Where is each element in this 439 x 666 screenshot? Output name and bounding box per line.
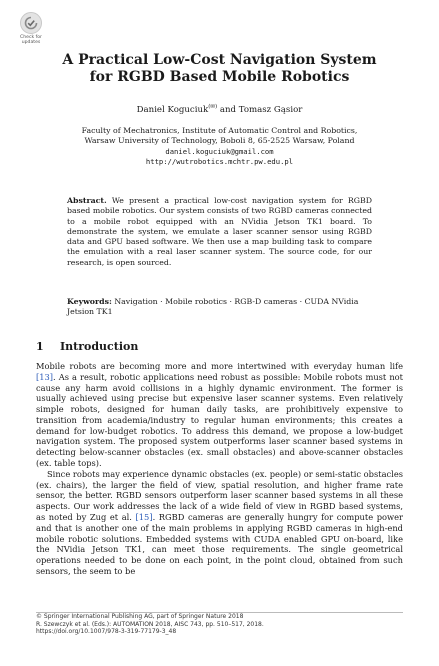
citation-link[interactable]: [13] [36,371,54,382]
abstract-text: We present a practical low-cost navigation system for RGBD based mobile robotics. Our system consists of two RGBD cameras connected to a mobile robot equipped with an NVidia Jetson TK1 board. To demonstrate the system, we emulate a laser scanner sensor using RGBD data and GPU based software. We then use a map building task to compare the emulation with a real laser scanner system. The source code, for our research, is open sourced. [67,196,372,267]
paragraph-text: Mobile robots are becoming more and more intertwined with everyday human life [36,361,403,371]
affiliation-line: Warsaw University of Technology, Boboli 8, 65-2525 Warsaw, Poland [84,136,355,146]
website-link[interactable]: http://wutrobotics.mchtr.pw.edu.pl [145,157,294,167]
section-number: 1 [36,340,44,353]
section-heading [36,340,138,353]
corresponding-author-mark: (✉) [208,104,218,110]
author-separator: and [217,104,239,115]
affiliation-line: Faculty of Mechatronics, Institute of Automatic Control and Robotics, [81,126,358,135]
title-line1: A Practical Low-Cost Navigation System [62,52,377,68]
title-line2: for RGBD Based Mobile Robotics [89,69,350,85]
affiliation [40,126,399,168]
abstract [67,196,372,268]
paper-title [40,52,399,86]
body-text [36,361,403,577]
abstract-label: Abstract. [67,196,107,205]
footer [36,613,403,636]
author-name: Tomasz Gąsior [238,104,303,115]
check-for-updates-badge[interactable] [18,12,44,46]
section-title: Introduction [60,340,139,353]
doi-link[interactable]: https://doi.org/10.1007/978-3-319-77179-3_48 [36,628,177,636]
update-check-icon [20,12,42,34]
keywords [67,297,372,318]
paragraph-text: Since robots may experience dynamic obstacles (ex. people) or semi-static obstacles (ex. chairs), the larger the field of view, spatial resolution, and higher frame rate sensor, the better. RGBD sensors outperform laser scanner based systems in all these aspects. Our work addresses the lack of a wide field of view in RGBD based systems, as noted by Zug et al. [36,468,403,522]
badge-line2: updates [21,40,41,45]
paragraph [36,361,403,469]
citation-line: R. Szewczyk et al. (Eds.): AUTOMATION 2018, AISC 743, pp. 510–517, 2018. [36,620,264,628]
author-line [40,104,399,115]
paragraph-text: . As a result, robotic applications need robust as possible: Mobile robots must not cause any harm avoid collisions in a highly dynamic environment. The former is usually achieved using precise but expensive laser scanner systems. Even relatively simple robots, designed for human daily tasks, are prohibitively expensive to transition from academia/industry to regular human environments; this creates a demand for low-budget robotics. To address this demand, we propose a low-budget navigation system. The proposed system outperforms laser scanner based systems in detecting below-scanner obstacles (ex. small obstacles) and above-scanner obstacles (ex. table tops). [36,371,403,469]
paragraph-text: . RGBD cameras are generally hungry for compute power and that is another one of the main problems in applying RGBD cameras in high-end mobile robotic solutions. Embedded systems with CUDA enabled GPU on-board, like the NVidia Jetson TK1, can meet those requirements. The single geometrical operations needed to be done on each point, in the point cloud, obtained from such sensors, the seem to be [36,511,404,576]
citation-link[interactable]: [15] [135,511,153,522]
badge-line1: Check for [20,35,42,40]
paragraph [36,469,403,577]
author-name: Daniel Koguciuk [136,104,209,115]
keywords-label: Keywords: [67,297,112,306]
copyright-line: © Springer International Publishing AG, part of Springer Nature 2018 [36,613,244,620]
keywords-text: Navigation · Mobile robotics · RGB-D cameras · CUDA NVidia Jetsion TK1 [67,297,359,317]
email-link[interactable]: daniel.koguciuk@gmail.com [165,146,274,156]
